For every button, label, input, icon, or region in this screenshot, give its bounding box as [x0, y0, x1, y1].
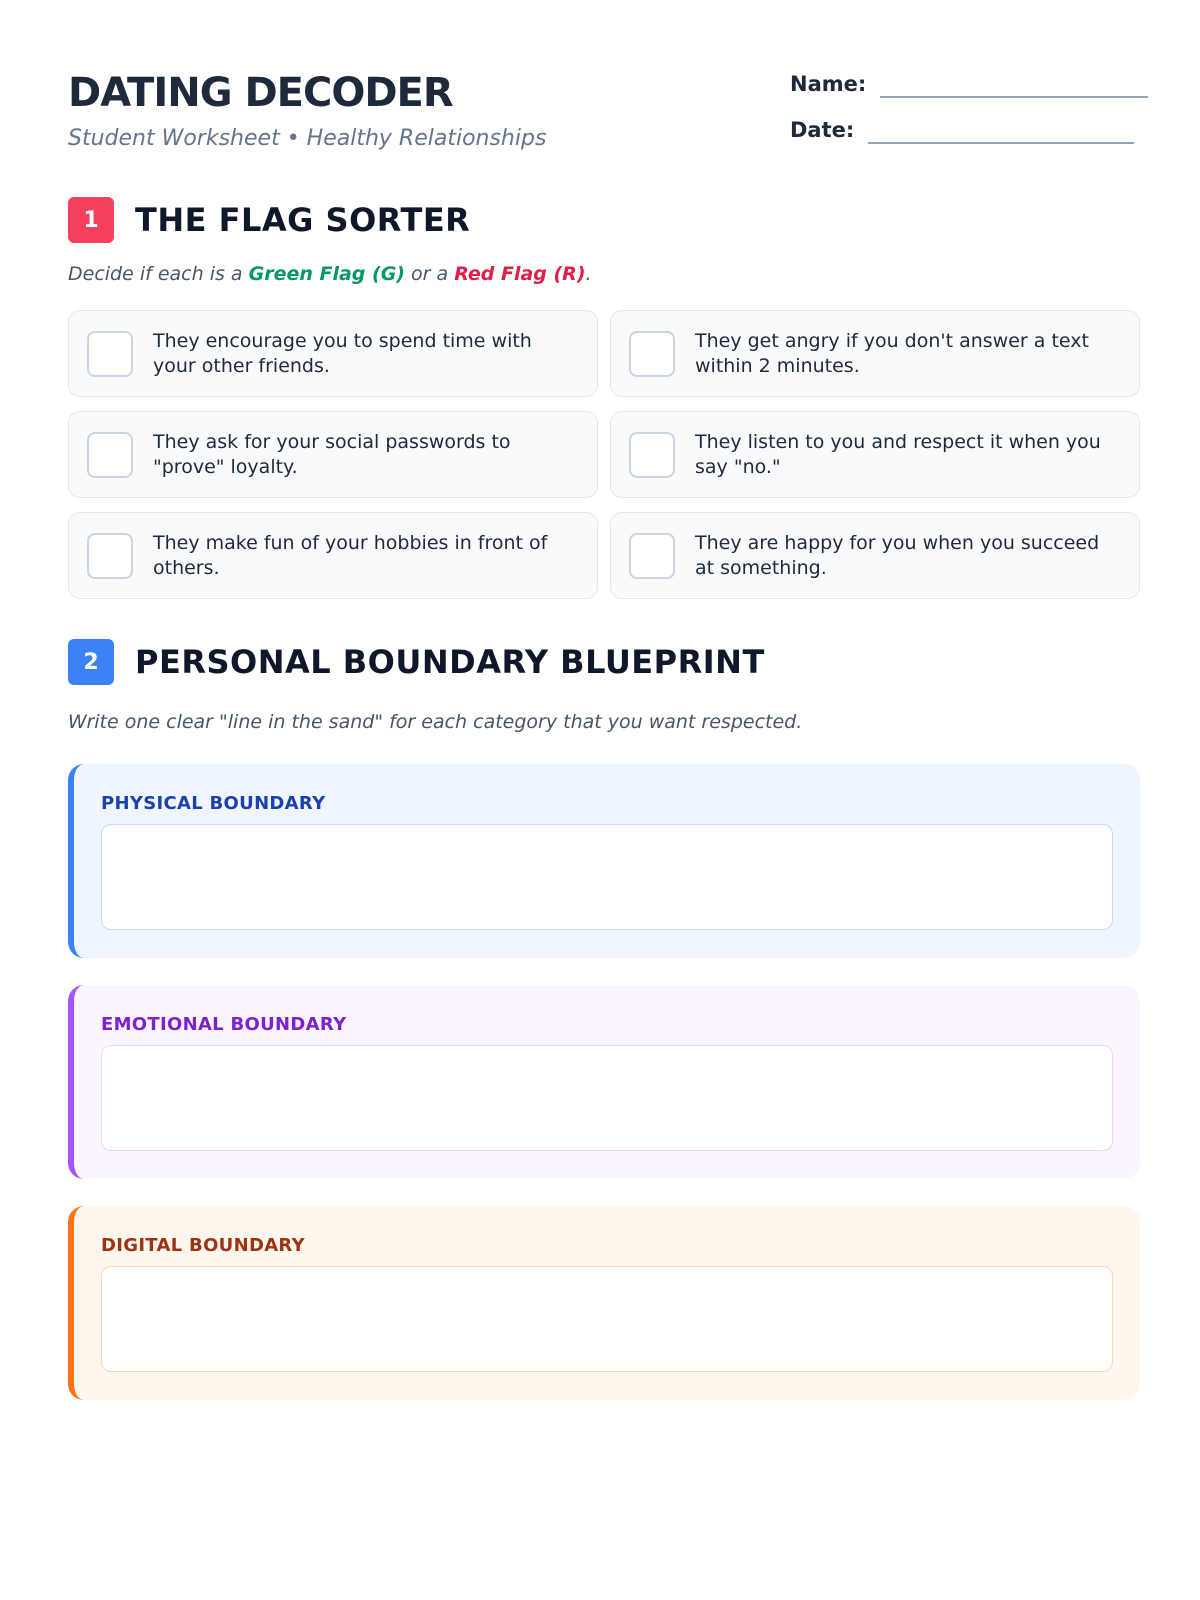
answer-box[interactable]	[87, 533, 133, 579]
instruction-text: or a	[404, 263, 455, 285]
section-2-heading	[68, 638, 765, 686]
emotional-boundary-label: EMOTIONAL BOUNDARY	[101, 1014, 347, 1035]
date-field-row	[790, 114, 1134, 144]
answer-box[interactable]	[629, 432, 675, 478]
green-flag-label: Green Flag (G)	[248, 263, 405, 285]
flag-item-text: They get angry if you don't answer a text within 2 minutes.	[695, 329, 1089, 377]
red-flag-label: Red Flag (R)	[454, 263, 586, 285]
flag-sorter-grid	[68, 310, 1140, 599]
emotional-boundary-input[interactable]	[101, 1045, 1113, 1151]
answer-box[interactable]	[87, 432, 133, 478]
flag-sorter-instruction	[68, 262, 592, 286]
date-line-field[interactable]	[868, 112, 1134, 144]
flag-item-text: They make fun of your hobbies in front of others.	[153, 531, 548, 579]
answer-box[interactable]	[87, 331, 133, 377]
flag-item	[68, 512, 598, 599]
answer-box[interactable]	[629, 533, 675, 579]
section-title: PERSONAL BOUNDARY BLUEPRINT	[135, 643, 765, 681]
physical-boundary-card	[68, 764, 1140, 958]
emotional-boundary-card	[68, 985, 1140, 1179]
flag-item-text: They are happy for you when you succeed at something.	[695, 531, 1100, 579]
flag-item	[610, 411, 1140, 498]
name-label: Name:	[790, 72, 867, 96]
digital-boundary-input[interactable]	[101, 1266, 1113, 1372]
flag-item	[610, 310, 1140, 397]
answer-box[interactable]	[629, 331, 675, 377]
worksheet-header	[68, 68, 1112, 168]
date-label: Date:	[790, 118, 855, 142]
instruction-text: .	[585, 263, 592, 285]
flag-item-text: They ask for your social passwords to "prove" loyalty.	[153, 430, 511, 478]
name-line-field[interactable]	[880, 66, 1148, 98]
section-number-badge: 1	[68, 197, 114, 243]
flag-item	[68, 310, 598, 397]
worksheet-subtitle: Student Worksheet • Healthy Relationships	[68, 126, 547, 151]
digital-boundary-label: DIGITAL BOUNDARY	[101, 1235, 305, 1256]
flag-item	[610, 512, 1140, 599]
physical-boundary-input[interactable]	[101, 824, 1113, 930]
boundary-instruction: Write one clear "line in the sand" for each category that you want respected.	[68, 711, 803, 733]
section-number-badge: 2	[68, 639, 114, 685]
name-field-row	[790, 68, 1148, 98]
flag-item-text: They listen to you and respect it when you say "no."	[695, 430, 1101, 478]
flag-item	[68, 411, 598, 498]
digital-boundary-card	[68, 1206, 1140, 1400]
section-title: THE FLAG SORTER	[135, 201, 471, 239]
flag-item-text: They encourage you to spend time with your other friends.	[153, 329, 532, 377]
instruction-text: Decide if each is a	[68, 263, 249, 285]
worksheet-title: DATING DECODER	[68, 70, 453, 116]
section-1-heading	[68, 196, 470, 244]
physical-boundary-label: PHYSICAL BOUNDARY	[101, 793, 326, 814]
